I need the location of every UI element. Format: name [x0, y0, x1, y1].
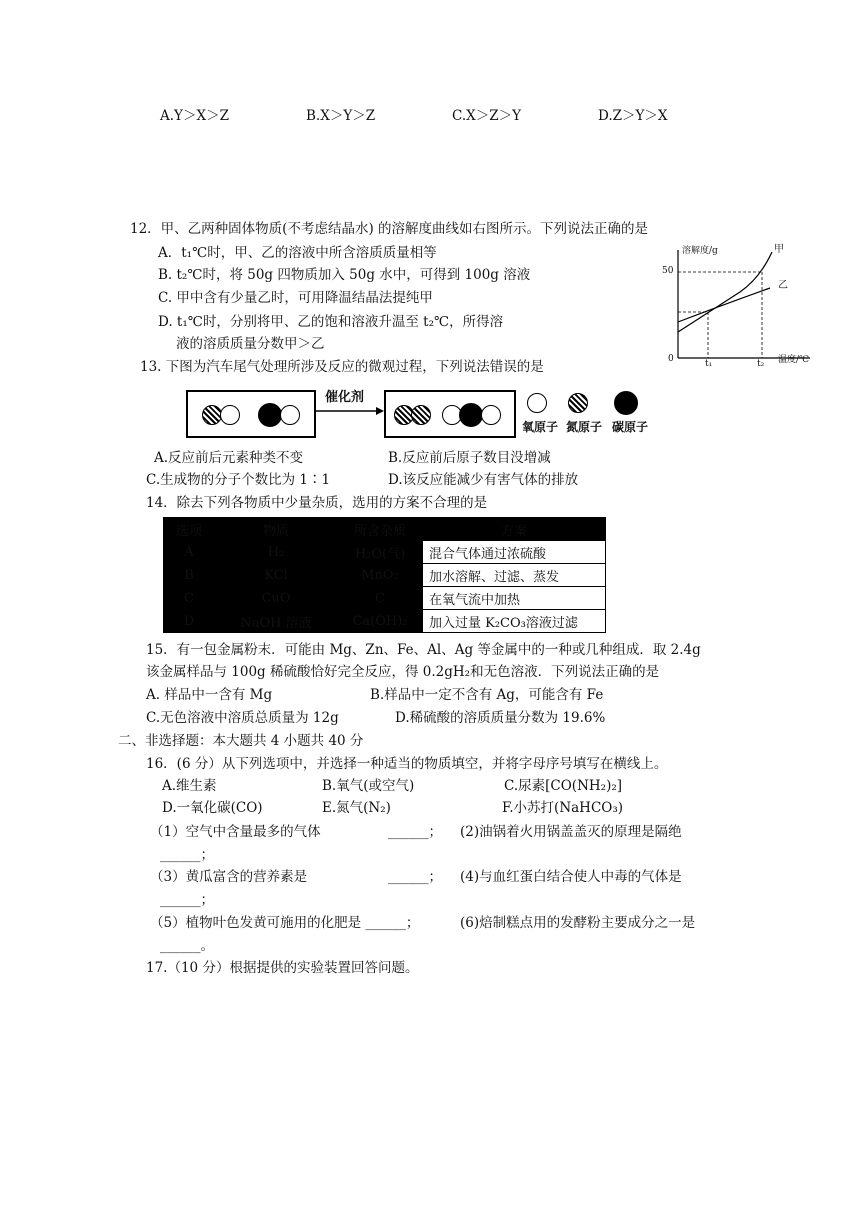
q16-sub1: （1）空气中含量最多的气体 — [150, 824, 321, 840]
reactants-box — [186, 390, 316, 438]
table-cell: KCl — [215, 564, 338, 587]
q16-sub3: （3）黄瓜富含的营养素是 — [150, 869, 308, 885]
section2-heading: 二、非选择题：本大题共 4 小题共 40 分 — [118, 733, 364, 749]
q15-line1: 15．有一包金属粉末．可能由 Mg、Zn、Fe、Al、Ag 等金属中的一种或几种组成．取 2.4g — [146, 642, 701, 658]
q16-blank1: ______； — [388, 824, 442, 840]
graph-t2-label: t₂ — [757, 359, 765, 369]
carbon-atom — [459, 403, 483, 427]
q16-sub5: （5）植物叶色发黄可施用的化肥是 ______； — [150, 915, 420, 931]
legend-nitrogen-label: 氮原子 — [566, 420, 603, 434]
table-cell: B — [164, 564, 215, 587]
nitrogen-atom — [411, 405, 431, 425]
q15-option-b: B.样品中一定不含有 Ag，可能含有 Fe — [370, 687, 604, 703]
table-row — [164, 541, 606, 564]
q16-option-e: E.氮气(N₂) — [322, 800, 391, 816]
q17-stem: 17.（10 分）根据提供的实验装置回答问题。 — [146, 960, 419, 976]
table-cell: A — [164, 541, 215, 564]
graph-origin-label: 0 — [668, 354, 674, 364]
q13-option-c: C.生成物的分子个数比为 1∶1 — [146, 472, 331, 488]
q16-sub2: (2)油锅着火用锅盖盖灭的原理是隔绝 — [460, 824, 682, 840]
q15-option-c: C.无色溶液中溶质总质量为 12g — [146, 710, 339, 726]
table-cell: NaOH 溶液 — [215, 610, 338, 633]
q12-option-c: C. 甲中含有少量乙时，可用降温结晶法提纯甲 — [158, 290, 433, 306]
table-cell: 加水溶解、过滤、蒸发 — [423, 564, 606, 587]
q16-blank6: ______。 — [160, 938, 214, 954]
graph-jia-label: 甲 — [774, 244, 784, 255]
legend-carbon-icon — [614, 391, 638, 415]
q16-stem: 16．(6 分）从下列选项中，并选择一种适当的物质填空，并将字母序号填写在横线上。 — [146, 756, 668, 772]
q14-table — [163, 517, 606, 633]
curve-yi — [678, 288, 770, 322]
table-cell: CuO — [215, 587, 338, 610]
q15-option-a: A. 样品中一含有 Mg — [146, 687, 273, 703]
graph-ylabel: 溶解度/g — [682, 246, 718, 256]
table-row — [164, 564, 606, 587]
table-header-cell: 选项 — [164, 518, 215, 541]
graph-y50-label: 50 — [662, 266, 674, 276]
q16-option-c: C.尿素[CO(NH₂)₂] — [504, 778, 623, 794]
q11-option-b: B.X＞Y＞Z — [306, 108, 376, 124]
table-cell: 混合气体通过浓硫酸 — [423, 541, 606, 564]
q12-option-d-line1: D. t₁℃时，分别将甲、乙的饱和溶液升温至 t₂℃，所得溶 — [158, 314, 504, 330]
q15-option-d: D.稀硫酸的溶质质量分数为 19.6% — [395, 710, 606, 726]
table-header-row — [164, 518, 606, 541]
q16-option-b: B.氧气(或空气) — [322, 778, 415, 794]
legend-oxygen-label: 氧原子 — [522, 420, 559, 434]
solubility-graph — [660, 240, 820, 372]
graph-yi-label: 乙 — [778, 280, 788, 291]
table-cell: Ca(OH)₂ — [338, 610, 423, 633]
catalyst-label: 催化剂 — [325, 390, 365, 405]
q16-option-f: F.小苏打(NaHCO₃) — [502, 800, 624, 816]
graph-t1-label: t₁ — [705, 359, 713, 369]
q15-line2: 该金属样品与 100g 稀硫酸恰好完全反应，得 0.2gH₂和无色溶液．下列说法正确的是 — [146, 664, 660, 680]
q13-option-b: B.反应前后原子数目没增减 — [388, 450, 551, 466]
reaction-arrow — [316, 406, 384, 416]
q13-option-a: A.反应前后元素种类不变 — [154, 450, 304, 466]
table-cell: H₂ — [215, 541, 338, 564]
graph-xlabel: 温度/℃ — [778, 355, 810, 365]
q11-option-c: C.X＞Z＞Y — [452, 108, 522, 124]
table-row — [164, 610, 606, 633]
q16-blank2: ______； — [160, 847, 214, 863]
table-cell: 在氧气流中加热 — [423, 587, 606, 610]
table-header-cell: 所含杂质 — [338, 518, 423, 541]
q13-option-d: D.该反应能减少有害气体的排放 — [388, 472, 579, 488]
q14-stem: 14．除去下列各物质中少量杂质，选用的方案不合理的是 — [146, 495, 488, 511]
oxygen-atom — [220, 405, 240, 425]
table-cell: 加入过量 K₂CO₃溶液过滤 — [423, 610, 606, 633]
legend-oxygen-icon — [527, 393, 547, 413]
q16-option-d: D.一氧化碳(CO) — [162, 800, 263, 816]
q12-option-b: B. t₂℃时，将 50g 四物质加入 50g 水中，可得到 100g 溶液 — [158, 267, 531, 283]
q16-blank4: ______； — [160, 892, 214, 908]
q12-option-d-line2: 液的溶质质量分数甲＞乙 — [176, 336, 325, 352]
legend-carbon-label: 碳原子 — [612, 420, 649, 434]
table-header-cell: 方案 — [423, 518, 606, 541]
carbon-atom — [258, 403, 282, 427]
q12-stem: 12．甲、乙两种固体物质(不考虑结晶水) 的溶解度曲线如右图所示。下列说法正确的是 — [130, 221, 649, 237]
table-cell: C — [164, 587, 215, 610]
q16-sub6: (6)焙制糕点用的发酵粉主要成分之一是 — [460, 915, 696, 931]
oxygen-atom — [280, 405, 300, 425]
q11-option-d: D.Z＞Y＞X — [598, 108, 668, 124]
oxygen-atom — [481, 405, 501, 425]
legend-nitrogen-icon — [568, 393, 588, 413]
table-cell: C — [338, 587, 423, 610]
table-cell: D — [164, 610, 215, 633]
q16-sub4: (4)与血红蛋白结合使人中毒的气体是 — [460, 869, 682, 885]
table-cell: MnO₂ — [338, 564, 423, 587]
table-row — [164, 587, 606, 610]
q11-option-a: A.Y＞X＞Z — [160, 108, 229, 124]
q12-option-a: A．t₁℃时，甲、乙的溶液中所含溶质质量相等 — [158, 245, 437, 261]
solubility-graph-svg — [660, 240, 820, 372]
products-box — [384, 390, 516, 438]
q16-option-a: A.维生素 — [162, 778, 217, 794]
q13-stem: 13. 下图为汽车尾气处理所涉及反应的微观过程，下列说法错误的是 — [140, 359, 544, 375]
table-cell: H₂O(气) — [338, 541, 423, 564]
q16-blank3: ______； — [388, 869, 442, 885]
table-header-cell: 物质 — [215, 518, 338, 541]
nitrogen-atom — [202, 405, 222, 425]
